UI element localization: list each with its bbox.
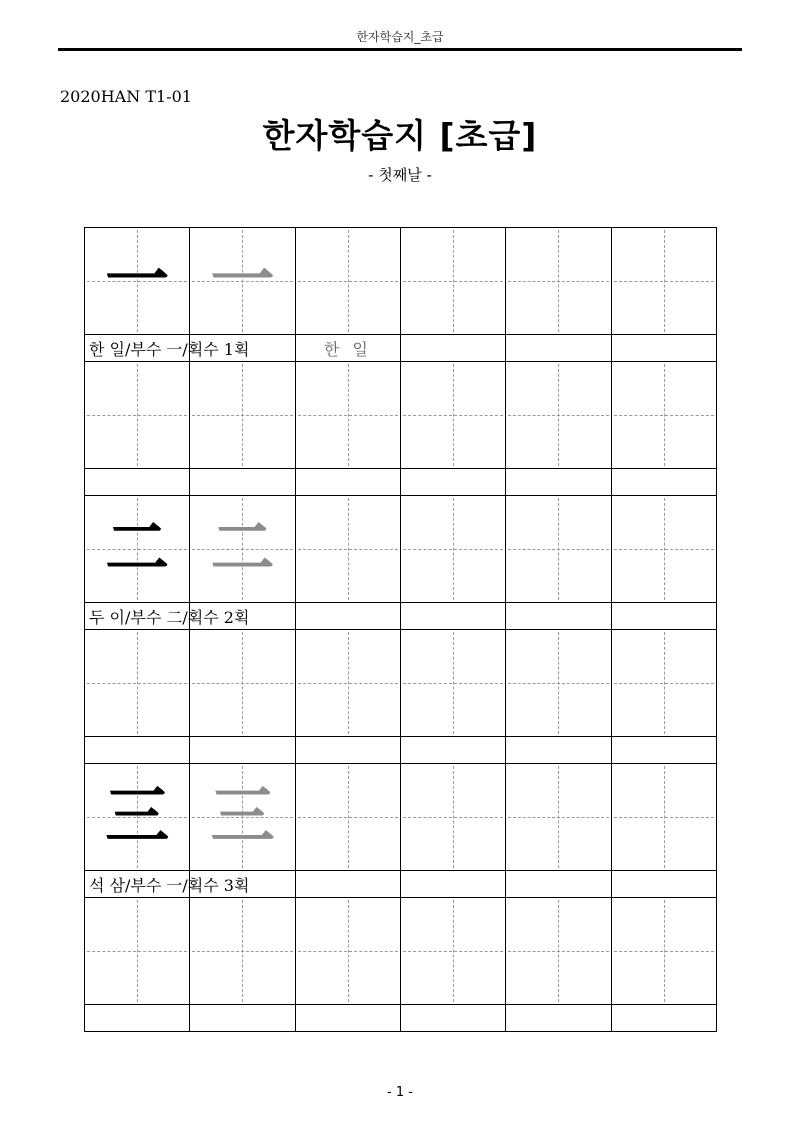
- label-cell: [506, 335, 611, 362]
- horizontal-guide-line: [298, 683, 398, 684]
- horizontal-guide-line: [403, 951, 503, 952]
- horizontal-guide-line: [298, 817, 398, 818]
- horizontal-guide-line: [403, 281, 503, 282]
- writing-box: [400, 630, 505, 737]
- horizontal-guide-line: [298, 281, 398, 282]
- label-cell: [295, 469, 400, 496]
- writing-box: [400, 228, 505, 335]
- horizontal-guide-line: [403, 817, 503, 818]
- label-cell: [400, 1005, 505, 1032]
- label-cell: [611, 469, 716, 496]
- label-cell: [295, 1005, 400, 1032]
- horizontal-guide-line: [192, 951, 292, 952]
- practice-box-row: [85, 898, 717, 1005]
- writing-box: [506, 898, 611, 1005]
- practice-grid: [84, 227, 717, 1032]
- horizontal-guide-line: [403, 415, 503, 416]
- label-cell: [400, 335, 505, 362]
- writing-box: [295, 228, 400, 335]
- writing-box: [295, 362, 400, 469]
- writing-box: [400, 898, 505, 1005]
- writing-box: [400, 764, 505, 871]
- writing-box: [506, 496, 611, 603]
- page-title: 한자학습지 [초급]: [262, 116, 538, 155]
- writing-box: [85, 362, 190, 469]
- label-cell: [611, 737, 716, 764]
- writing-box: [611, 228, 716, 335]
- horizontal-guide-line: [403, 549, 503, 550]
- writing-box: [295, 630, 400, 737]
- writing-box: [611, 898, 716, 1005]
- model-character-box: [85, 228, 190, 335]
- blank-label-row: [85, 1005, 717, 1032]
- writing-box: [506, 764, 611, 871]
- label-cell: [190, 737, 295, 764]
- trace-character-box: [190, 764, 295, 871]
- blank-label-row: [85, 469, 717, 496]
- label-cell: [85, 335, 250, 362]
- label-cell: [295, 737, 400, 764]
- trace-character: 二: [210, 511, 275, 586]
- horizontal-guide-line: [298, 415, 398, 416]
- writing-box: [611, 496, 716, 603]
- writing-box: [190, 362, 295, 469]
- writing-box: [506, 630, 611, 737]
- running-header: 한자학습지_초급: [356, 30, 444, 44]
- horizontal-guide-line: [298, 549, 398, 550]
- label-cell: [506, 603, 611, 630]
- label-cell: [611, 603, 716, 630]
- label-cell: [400, 469, 505, 496]
- horizontal-guide-line: [192, 415, 292, 416]
- label-cell: [190, 469, 295, 496]
- label-cell: [85, 871, 250, 898]
- label-cell: [295, 335, 400, 362]
- horizontal-guide-line: [508, 549, 608, 550]
- writing-box: [506, 228, 611, 335]
- horizontal-guide-line: [403, 683, 503, 684]
- horizontal-guide-line: [614, 817, 714, 818]
- character-info-row: [85, 603, 717, 630]
- label-cell: [506, 871, 611, 898]
- document-code: 2020HAN T1-01: [60, 87, 192, 106]
- page-number: - 1 -: [387, 1085, 413, 1100]
- label-cell: [506, 737, 611, 764]
- character-info: 두 이/부수 二/획수 2획: [89, 607, 250, 627]
- label-cell: [85, 469, 190, 496]
- character-info: 한 일/부수 一/획수 1획: [89, 339, 250, 359]
- header-rule: [58, 48, 742, 51]
- character-info: 석 삼/부수 一/획수 3획: [89, 875, 250, 895]
- trace-character: 一: [210, 243, 275, 318]
- horizontal-guide-line: [508, 281, 608, 282]
- model-character: 三: [105, 779, 170, 854]
- writing-box: [400, 496, 505, 603]
- label-cell: [190, 1005, 295, 1032]
- label-cell: [506, 1005, 611, 1032]
- practice-box-row: [85, 630, 717, 737]
- horizontal-guide-line: [508, 683, 608, 684]
- horizontal-guide-line: [614, 951, 714, 952]
- writing-box: [400, 362, 505, 469]
- horizontal-guide-line: [614, 549, 714, 550]
- horizontal-guide-line: [298, 951, 398, 952]
- page-subtitle: - 첫째날 -: [368, 166, 432, 184]
- label-cell: [400, 871, 505, 898]
- writing-box: [295, 496, 400, 603]
- label-cell: [295, 603, 400, 630]
- label-cell: [295, 871, 400, 898]
- horizontal-guide-line: [614, 683, 714, 684]
- writing-box: [190, 630, 295, 737]
- trace-character: 三: [210, 779, 275, 854]
- horizontal-guide-line: [192, 683, 292, 684]
- horizontal-guide-line: [508, 817, 608, 818]
- writing-box: [611, 362, 716, 469]
- label-cell: [611, 871, 716, 898]
- blank-label-row: [85, 737, 717, 764]
- horizontal-guide-line: [87, 683, 187, 684]
- writing-box: [85, 898, 190, 1005]
- label-cell: [85, 603, 250, 630]
- trace-character-box: [190, 228, 295, 335]
- horizontal-guide-line: [508, 415, 608, 416]
- character-reading: 한 일: [323, 339, 372, 359]
- label-cell: [506, 469, 611, 496]
- label-cell: [611, 1005, 716, 1032]
- label-cell: [400, 603, 505, 630]
- writing-box: [295, 764, 400, 871]
- horizontal-guide-line: [87, 951, 187, 952]
- character-box-row: [85, 764, 717, 871]
- character-info-row: [85, 871, 717, 898]
- model-character-box: [85, 764, 190, 871]
- label-cell: [400, 737, 505, 764]
- character-box-row: [85, 496, 717, 603]
- model-character: 二: [105, 511, 170, 586]
- writing-box: [611, 764, 716, 871]
- horizontal-guide-line: [508, 951, 608, 952]
- model-character-box: [85, 496, 190, 603]
- writing-box: [611, 630, 716, 737]
- horizontal-guide-line: [614, 415, 714, 416]
- writing-box: [190, 898, 295, 1005]
- practice-box-row: [85, 362, 717, 469]
- label-cell: [85, 737, 190, 764]
- trace-character-box: [190, 496, 295, 603]
- horizontal-guide-line: [87, 415, 187, 416]
- writing-box: [506, 362, 611, 469]
- writing-box: [295, 898, 400, 1005]
- horizontal-guide-line: [614, 281, 714, 282]
- label-cell: [85, 1005, 190, 1032]
- character-info-row: [85, 335, 717, 362]
- label-cell: [611, 335, 716, 362]
- character-box-row: [85, 228, 717, 335]
- writing-box: [85, 630, 190, 737]
- model-character: 一: [105, 243, 170, 318]
